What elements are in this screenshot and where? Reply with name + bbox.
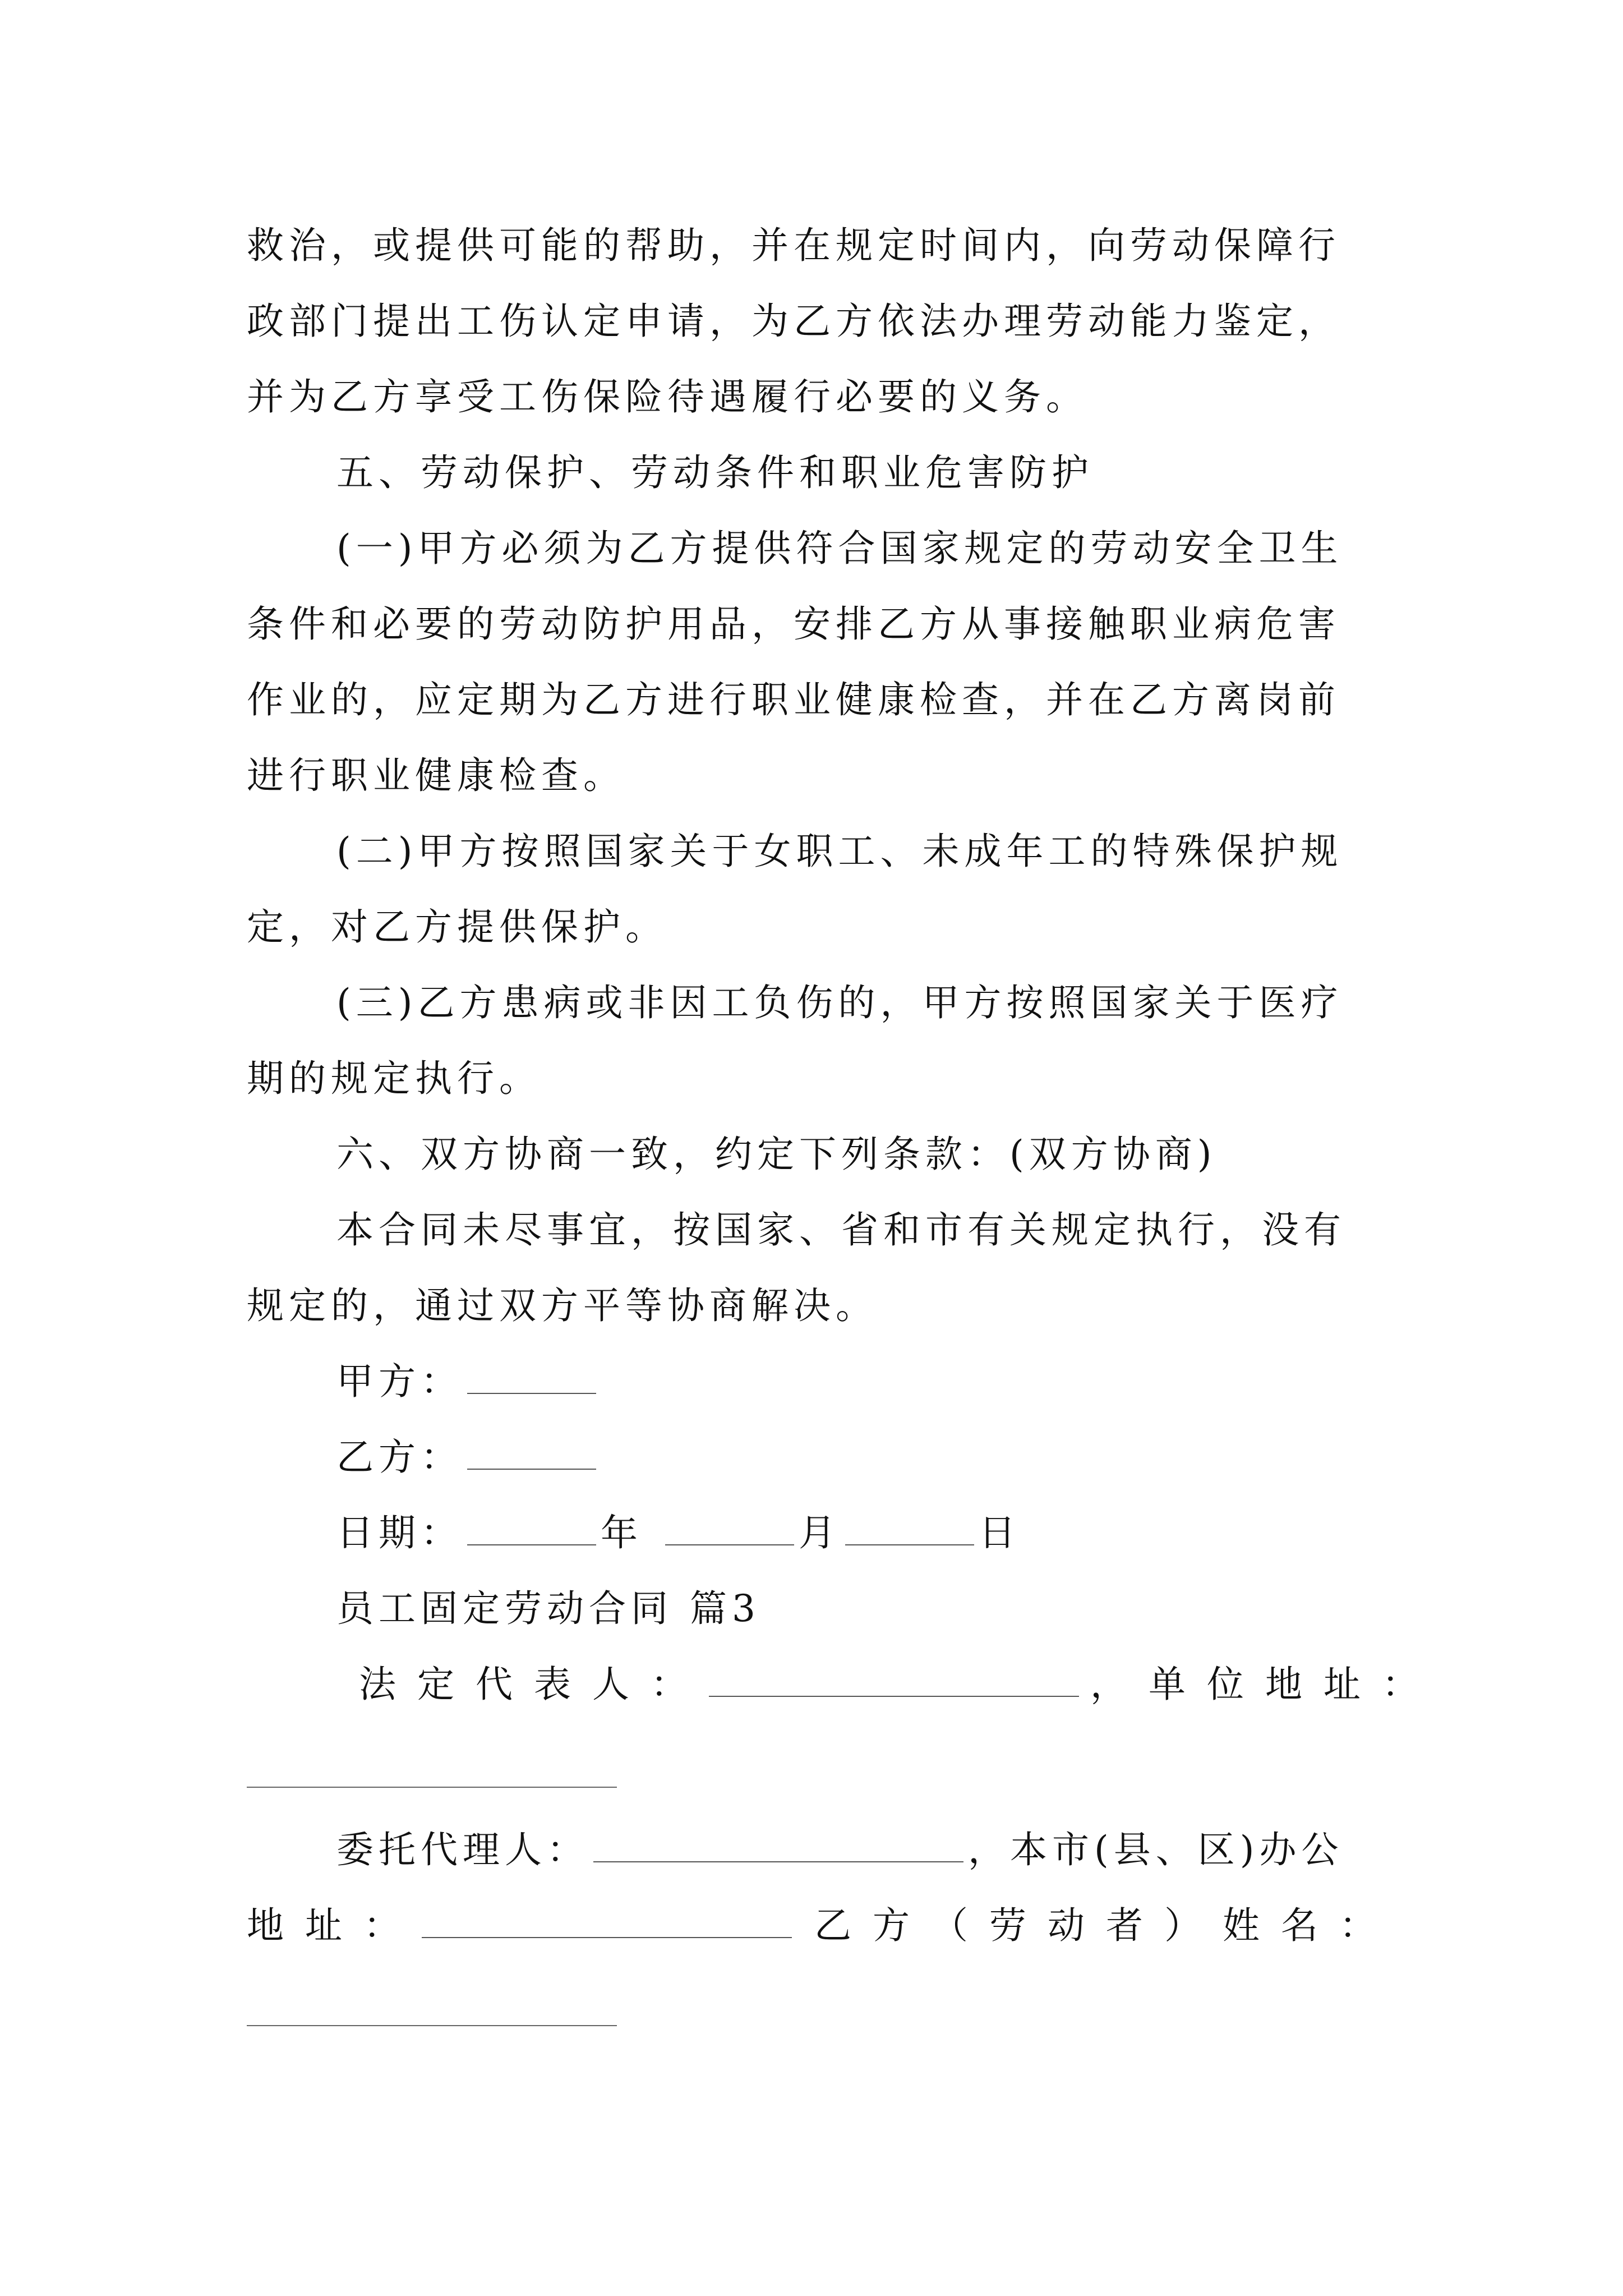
paragraph-line: 作业的，应定期为乙方进行职业健康检查，并在乙方离岗前 [247,678,1340,721]
party-b-signature-line [336,1435,601,1479]
section-heading: 六、双方协商一致，约定下列条款：(双方协商) [336,1133,1217,1176]
worker-name-label: 乙方（劳动者）姓名： [814,1904,1398,1947]
agent-label: 委托代理人： [336,1828,589,1871]
party-b-label: 乙方： [336,1435,463,1479]
paragraph-line: 政部门提出工伤认定申请，为乙方依法办理劳动能力鉴定， [247,300,1340,343]
party-a-signature-line [336,1360,601,1403]
year-blank [467,1516,596,1545]
unit-address-blank [247,1787,617,1788]
worker-name-blank [247,2025,617,2026]
paragraph-line: 并为乙方享受工伤保险待遇履行必要的义务。 [247,375,1088,418]
office-address-blank [422,1909,792,1938]
month-label: 月 [799,1511,841,1554]
paragraph-line: 规定的，通过双方平等协商解决。 [247,1284,878,1327]
paragraph-line: (二)甲方按照国家关于女职工、未成年工的特殊保护规 [336,830,1343,873]
unit-address-label: ，单位地址： [1090,1663,1440,1706]
legal-rep-label: 法定代表人： [359,1663,709,1706]
legal-rep-line [359,1663,1440,1706]
party-b-blank [467,1441,596,1470]
address-line [247,1904,1398,1947]
date-label: 日期： [336,1511,463,1554]
paragraph-line: 条件和必要的劳动防护用品，安排乙方从事接触职业病危害 [247,602,1340,646]
date-line [336,1511,1021,1554]
day-blank [845,1516,974,1545]
office-prefix: ，本市(县、区)办公 [968,1828,1344,1871]
paragraph-line: 进行职业健康检查。 [247,754,625,797]
year-label: 年 [601,1511,643,1554]
paragraph-line: (一)甲方必须为乙方提供符合国家规定的劳动安全卫生 [336,527,1343,570]
month-blank [665,1516,794,1545]
section-heading: 五、劳动保护、劳动条件和职业危害防护 [336,451,1094,494]
day-label: 日 [979,1511,1021,1554]
paragraph-line: 定，对乙方提供保护。 [247,905,667,949]
paragraph-line: 期的规定执行。 [247,1057,541,1100]
paragraph-line: 救治，或提供可能的帮助，并在规定时间内，向劳动保障行 [247,224,1340,267]
section-heading: 员工固定劳动合同 篇3 [336,1587,760,1630]
party-a-blank [467,1365,596,1394]
paragraph-line: (三)乙方患病或非因工负伤的，甲方按照国家关于医疗 [336,981,1343,1024]
legal-rep-blank [709,1668,1079,1697]
agent-line [336,1828,1344,1871]
agent-blank [593,1833,963,1862]
party-a-label: 甲方： [336,1360,463,1403]
paragraph-line: 本合同未尽事宜，按国家、省和市有关规定执行，没有 [336,1208,1346,1251]
address-label: 地址： [247,1904,422,1947]
